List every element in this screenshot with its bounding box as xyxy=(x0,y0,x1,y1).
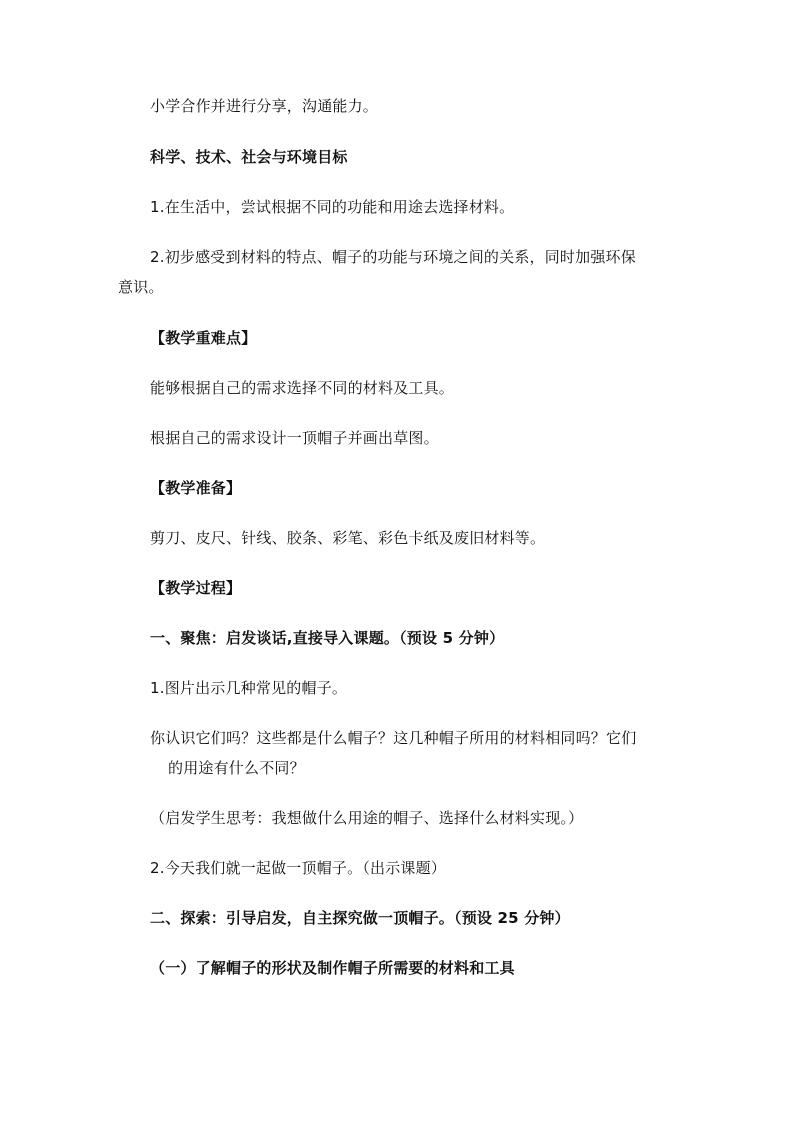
sts-item-1: 1.在生活中，尝试根据不同的功能和用途去选择材料。 xyxy=(150,198,515,216)
heading-process: 【教学过程】 xyxy=(150,579,242,597)
heading-preparation: 【教学准备】 xyxy=(150,479,242,497)
key-point-2: 根据自己的需求设计一顶帽子并画出草图。 xyxy=(150,429,439,447)
section-1-note: （启发学生思考：我想做什么用途的帽子、选择什么材料实现。） xyxy=(150,809,584,827)
section-2-heading: 二、探索：引导启发，自主探究做一顶帽子。（预设 25 分钟） xyxy=(150,909,570,927)
heading-key-points: 【教学重难点】 xyxy=(150,329,257,347)
section-1-question-line-1: 你认识它们吗？这些都是什么帽子？这几种帽子所用的材料相同吗？它们 xyxy=(150,729,637,747)
section-1-item-1: 1.图片出示几种常见的帽子。 xyxy=(150,679,348,697)
section-1-item-2: 2.今天我们就一起做一顶帽子。（出示课题） xyxy=(150,859,447,877)
heading-sts-goals: 科学、技术、社会与环境目标 xyxy=(150,148,348,166)
preparation-list: 剪刀、皮尺、针线、胶条、彩笔、彩色卡纸及废旧材料等。 xyxy=(150,529,546,547)
section-1-heading: 一、聚焦：启发谈话,直接导入课题。（预设 5 分钟） xyxy=(150,629,505,647)
section-1-question-line-2: 的用途有什么不同？ xyxy=(168,759,305,777)
section-2-subheading-1: （一）了解帽子的形状及制作帽子所需要的材料和工具 xyxy=(150,959,515,977)
sts-item-2-line-2: 意识。 xyxy=(118,278,164,296)
paragraph-intro: 小学合作并进行分享，沟通能力。 xyxy=(150,97,379,115)
key-point-1: 能够根据自己的需求选择不同的材料及工具。 xyxy=(150,379,455,397)
sts-item-2-line-1: 2.初步感受到材料的特点、帽子的功能与环境之间的关系，同时加强环保 xyxy=(150,248,636,266)
